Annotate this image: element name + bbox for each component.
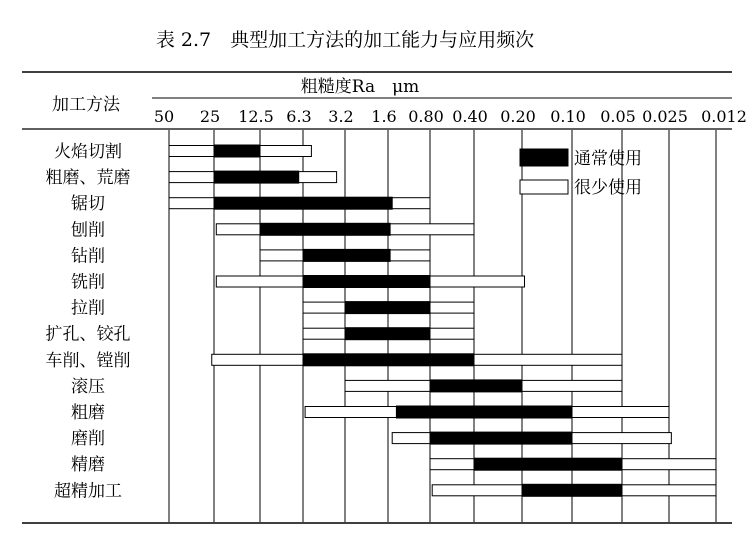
bar-common (345, 302, 430, 314)
tick-label: 0.20 (500, 107, 536, 126)
row-label: 扩孔、铰孔 (45, 324, 131, 345)
tick-label: 0.40 (452, 107, 488, 126)
bar-common (474, 458, 622, 470)
tick-label: 0.025 (642, 107, 688, 126)
bar-common (214, 145, 260, 157)
tick-label: 3.2 (328, 107, 354, 126)
row-label: 钻削 (71, 246, 105, 267)
legend (520, 149, 642, 198)
row-label: 刨削 (71, 220, 105, 241)
row-label: 铣削 (71, 272, 105, 293)
legend-rare-swatch (520, 180, 568, 194)
bar-common (430, 380, 522, 392)
bar-common (396, 406, 572, 418)
tick-label: 0.05 (600, 107, 636, 126)
tick-label: 0.80 (408, 107, 444, 126)
bar-common (430, 432, 572, 444)
bar-common (214, 171, 299, 183)
bar-common (214, 197, 392, 209)
row-label: 拉削 (71, 298, 105, 319)
bar-common (260, 223, 390, 235)
row-label: 锯切 (71, 194, 105, 215)
tick-label: 50 (153, 107, 175, 126)
row-header: 加工方法 (52, 95, 120, 115)
row-labels (46, 142, 131, 501)
tick-labels (154, 107, 747, 126)
bar-common (303, 249, 390, 261)
bar-common (303, 354, 474, 366)
bar-common (345, 328, 430, 340)
row-label: 粗磨 (71, 403, 105, 423)
axis-title: 粗糙度Ra μm (300, 77, 420, 97)
row-label: 滚压 (71, 376, 105, 397)
tick-label: 1.6 (371, 107, 397, 126)
row-label: 超精加工 (54, 481, 122, 502)
legend-common-label: 通常使用 (574, 149, 642, 169)
legend-rare-label: 很少使用 (574, 178, 642, 198)
tick-label: 25 (199, 107, 221, 126)
row-label: 精磨 (71, 455, 105, 476)
row-label: 车削、镗削 (45, 350, 131, 371)
bar-common (303, 276, 430, 288)
row-label: 磨削 (71, 429, 105, 450)
tick-label: 12.5 (238, 107, 274, 126)
tick-label: 0.10 (550, 107, 586, 126)
bar-common (522, 484, 622, 496)
tick-label: 6.3 (286, 107, 312, 126)
legend-common-swatch (520, 149, 568, 166)
tick-label: 0.012 (701, 107, 747, 126)
chart-title: 表 2.7 典型加工方法的加工能力与应用频次 (155, 29, 535, 51)
row-label: 粗磨、荒磨 (45, 168, 131, 189)
row-label: 火焰切割 (54, 142, 122, 162)
